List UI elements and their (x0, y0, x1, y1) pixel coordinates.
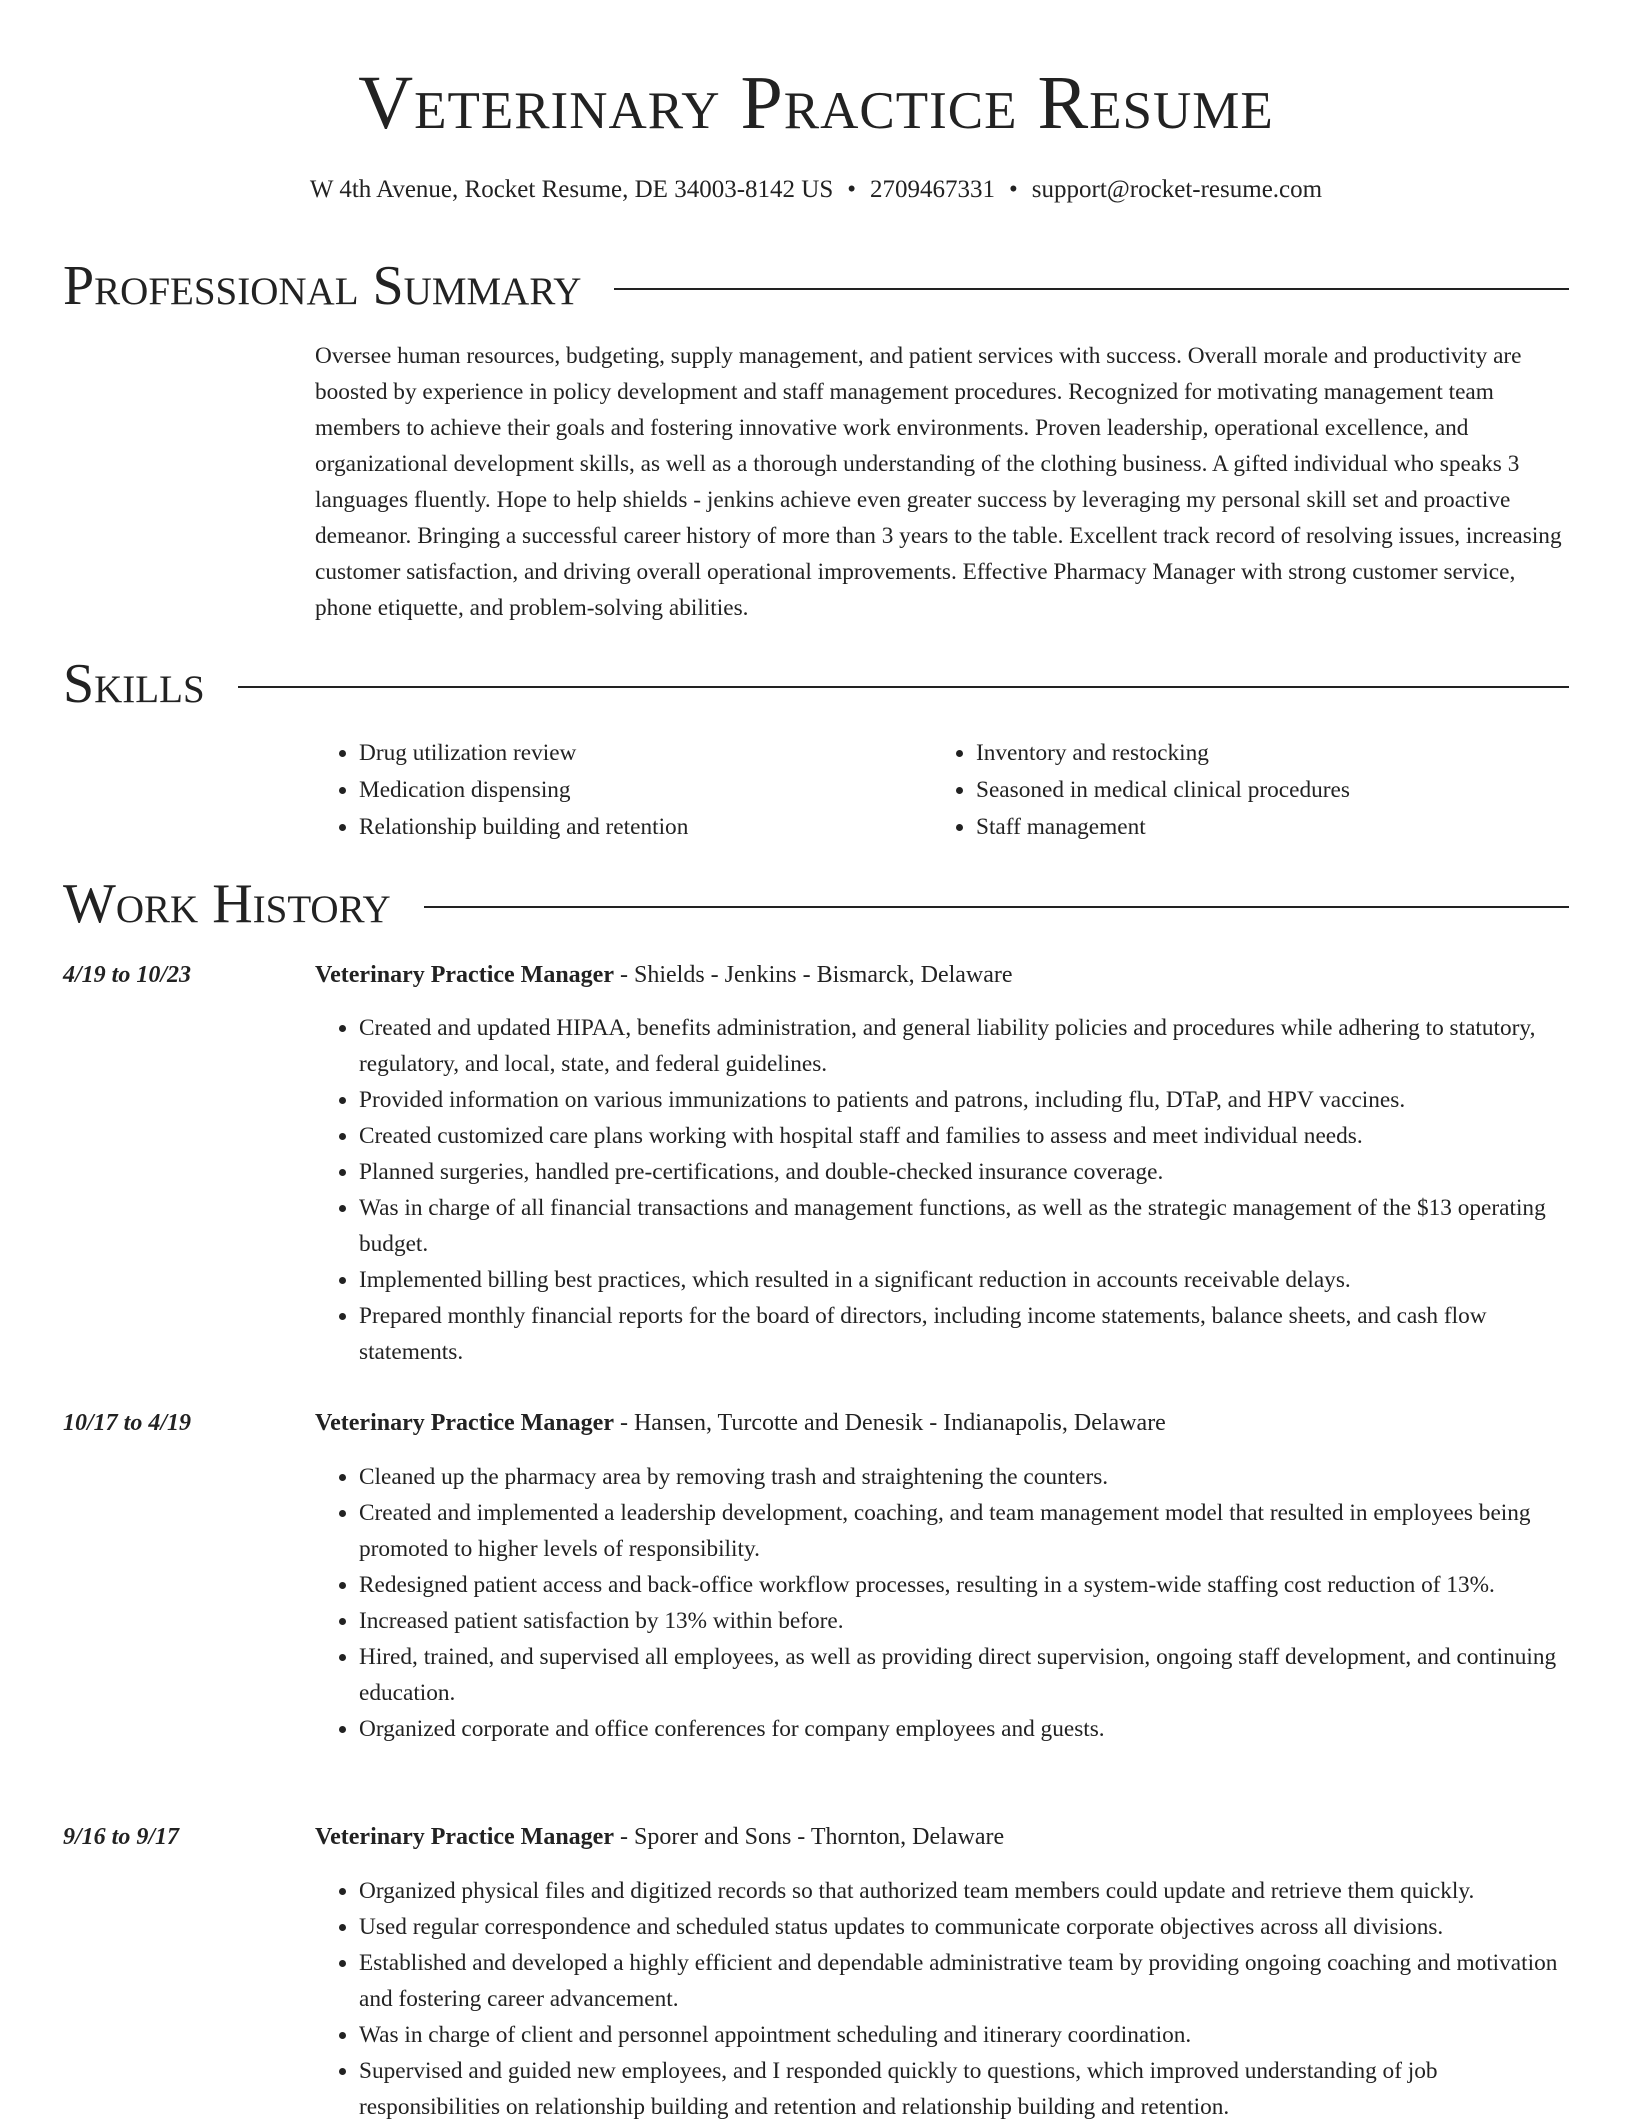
section-title-skills: Skills (63, 653, 205, 715)
job-bullet: • Increased patient satisfaction by 13% within before. (359, 1603, 1569, 1639)
job-bullets (315, 1459, 1569, 1747)
job-dates: 9/16 to 9/17 (63, 1824, 180, 1850)
job-bullet: • Created customized care plans working with hospital staff and families to assess and meet individual needs. (359, 1118, 1569, 1154)
skill-item: • Seasoned in medical clinical procedures (976, 772, 1350, 809)
section-title-work-history: Work History (63, 873, 391, 935)
job-bullet: • Was in charge of all financial transactions and management functions, as well as the strategic management of the $13 operating budget. (359, 1190, 1569, 1262)
contact-separator: • (1009, 176, 1018, 203)
skill-item: • Staff management (976, 809, 1350, 846)
section-header-work-history (63, 872, 1569, 936)
job-title: Veterinary Practice Manager (315, 1410, 614, 1436)
job-employer: - Hansen, Turcotte and Denesik - Indianapolis, Delaware (613, 1410, 1166, 1436)
skill-item: • Relationship building and retention (359, 809, 688, 846)
job-heading (315, 1410, 1166, 1437)
job-employer: - Shields - Jenkins - Bismarck, Delaware (613, 962, 1013, 988)
job-bullet: • Hired, trained, and supervised all employees, as well as providing direct supervision, ongoing staff development, and continuing education. (359, 1639, 1569, 1711)
job-bullet: • Used regular correspondence and scheduled status updates to communicate corporate objectives across all divisions. (359, 1909, 1569, 1945)
resume-title: Veterinary Practice Resume (358, 61, 1274, 145)
contact-email: support@rocket-resume.com (1031, 176, 1323, 203)
section-divider (424, 906, 1569, 908)
job-bullet: • Created and updated HIPAA, benefits administration, and general liability policies and procedures while adhering to statutory, regulatory, and local, state, and federal guidelines. (359, 1010, 1569, 1082)
skills-column-left (315, 735, 688, 846)
section-title-summary: Professional Summary (63, 255, 582, 317)
job-bullet: • Established and developed a highly efficient and dependable administrative team by providing ongoing coaching and motivation and fostering career advancement. (359, 1945, 1569, 2017)
section-divider (614, 288, 1569, 290)
job-bullets (315, 1873, 1569, 2125)
job-title: Veterinary Practice Manager (315, 962, 614, 988)
contact-line (0, 176, 1632, 204)
job-dates: 10/17 to 4/19 (63, 1410, 192, 1436)
section-divider (238, 686, 1569, 688)
job-bullet: • Organized physical files and digitized records so that authorized team members could update and retrieve them quickly. (359, 1873, 1569, 1909)
section-header-skills (63, 652, 1569, 716)
section-header-summary (63, 254, 1569, 318)
skill-item: • Medication dispensing (359, 772, 688, 809)
job-bullets (315, 1010, 1569, 1370)
job-heading (315, 1824, 1004, 1851)
job-bullet: • Implemented billing best practices, which resulted in a significant reduction in accounts receivable delays. (359, 1262, 1569, 1298)
skill-item: • Drug utilization review (359, 735, 688, 772)
job-bullet: • Was in charge of client and personnel appointment scheduling and itinerary coordination. (359, 2017, 1569, 2053)
job-bullet: • Redesigned patient access and back-office workflow processes, resulting in a system-wide staffing cost reduction of 13%. (359, 1567, 1569, 1603)
job-dates: 4/19 to 10/23 (63, 962, 192, 988)
job-title: Veterinary Practice Manager (315, 1824, 614, 1850)
contact-phone: 2709467331 (870, 176, 996, 203)
contact-separator: • (847, 176, 857, 203)
job-bullet: • Created and implemented a leadership development, coaching, and team management model that resulted in employees being promoted to higher levels of responsibility. (359, 1495, 1569, 1567)
job-bullet: • Prepared monthly financial reports for the board of directors, including income statements, balance sheets, and cash flow statements. (359, 1298, 1569, 1370)
skill-item: • Inventory and restocking (976, 735, 1350, 772)
job-bullet: • Provided information on various immunizations to patients and patrons, including flu, DTaP, and HPV vaccines. (359, 1082, 1569, 1118)
skills-column-right (932, 735, 1350, 846)
summary-text: Oversee human resources, budgeting, supply management, and patient services with success. Overall morale and productivity are boosted by experience in policy development and staff management procedures. Recognized for motivating management team members to achieve their goals and fostering innovative work environments. Proven leadership, operational excellence, and organizational development skills, as well as a thorough understanding of the clothing business. A gifted individual who speaks 3 languages fluently. Hope to help shields - jenkins achieve even greater success by leveraging my personal skill set and proactive demeanor. Bringing a successful career history of more than 3 years to the table. Excellent track record of resolving issues, increasing customer satisfaction, and driving overall operational improvements. Effective Pharmacy Manager with strong customer service, phone etiquette, and problem-solving abilities. (315, 343, 1562, 621)
contact-address: W 4th Avenue, Rocket Resume, DE 34003-8142 US (309, 176, 834, 203)
job-bullet: • Organized corporate and office conferences for company employees and guests. (359, 1711, 1569, 1747)
job-employer: - Sporer and Sons - Thornton, Delaware (613, 1824, 1005, 1850)
job-bullet: • Cleaned up the pharmacy area by removing trash and straightening the counters. (359, 1459, 1569, 1495)
job-heading (315, 962, 1013, 989)
job-bullet: • Planned surgeries, handled pre-certifications, and double-checked insurance coverage. (359, 1154, 1569, 1190)
job-bullet: • Supervised and guided new employees, and I responded quickly to questions, which improved understanding of job responsibilities on relationship building and retention and relationship building and retention. (359, 2053, 1569, 2125)
